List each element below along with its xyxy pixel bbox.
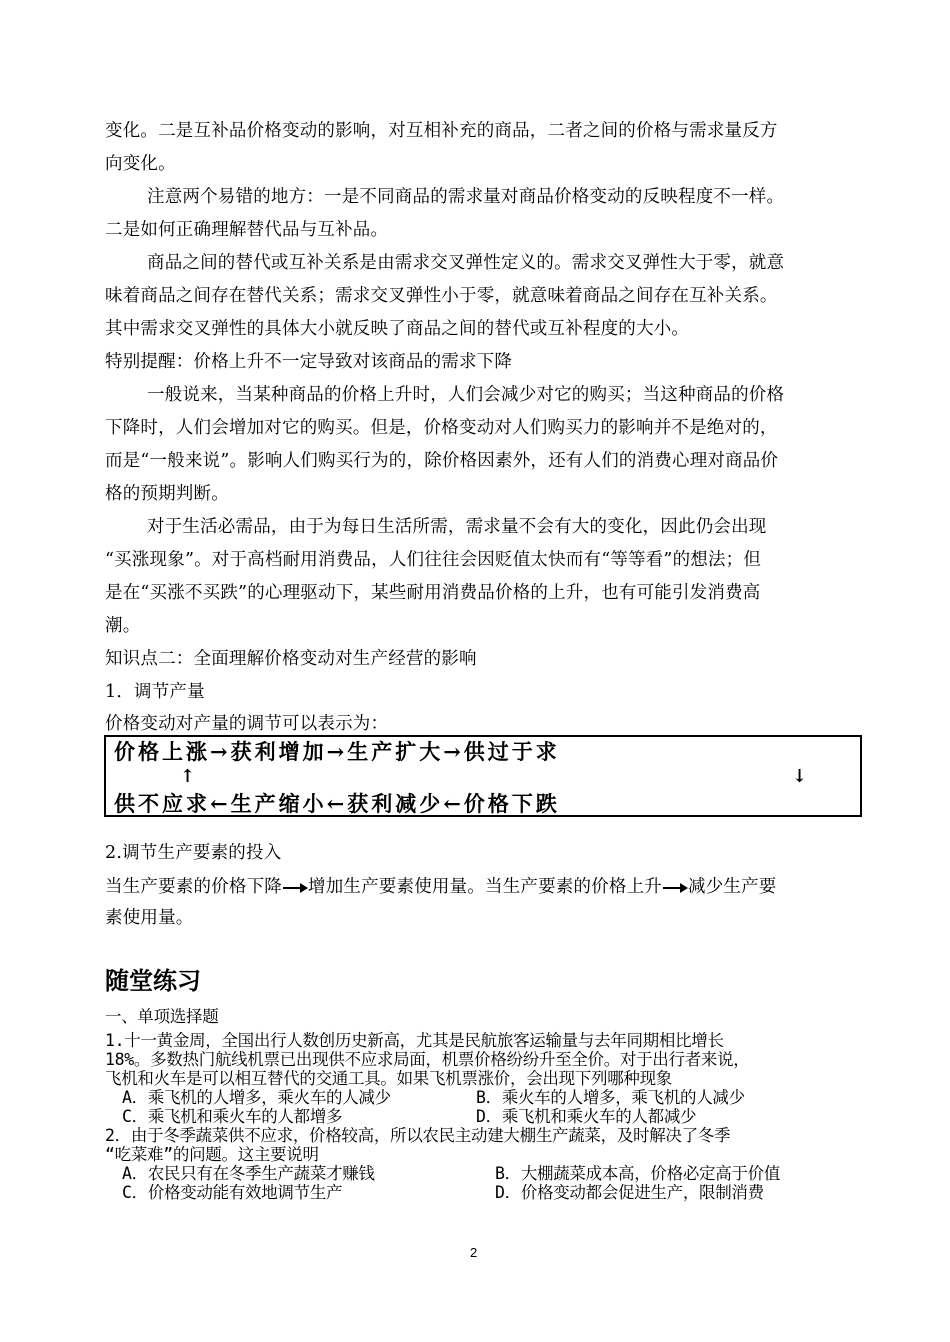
text-fragment: 当生产要素的价格下降 bbox=[105, 877, 282, 897]
text-line: 对于生活必需品，由于为每日生活所需，需求量不会有大的变化，因此仍会出现 bbox=[147, 517, 767, 537]
subsection-title: 1．调节产量 bbox=[105, 682, 205, 702]
text-fragment: 增加生产要素使用量。当生产要素的价格上升 bbox=[308, 877, 662, 897]
option-c: C．乘飞机和乘火车的人都增多 bbox=[122, 1107, 343, 1126]
text-line: 而是“一般来说”。影响人们购买行为的，除价格因素外，还有人们的消费心理对商品价 bbox=[105, 451, 779, 471]
text-line: 素使用量。 bbox=[105, 908, 194, 928]
text-line: 商品之间的替代或互补关系是由需求交叉弹性定义的。需求交叉弹性大于零，就意 bbox=[147, 253, 785, 273]
option-a: A．乘飞机的人增多，乘火车的人减少 bbox=[122, 1088, 391, 1107]
flow-top-row: 价格上涨→获利增加→生产扩大→供过于求 bbox=[114, 739, 560, 764]
question-line: 18%。多数热门航线机票已出现供不应求局面，机票价格纷纷升至全价。对于出行者来说， bbox=[105, 1050, 750, 1069]
text-line: 向变化。 bbox=[105, 154, 176, 174]
down-arrow-icon: ↓ bbox=[792, 766, 808, 787]
option-a: A．农民只有在冬季生产蔬菜才赚钱 bbox=[122, 1164, 375, 1183]
right-arrow-icon bbox=[662, 881, 688, 895]
question-line: “吃菜难”的问题。这主要说明 bbox=[105, 1145, 319, 1164]
text-line: 味着商品之间存在替代关系；需求交叉弹性小于零，就意味着商品之间存在互补关系。 bbox=[105, 286, 778, 306]
text-line: 变化。二是互补品价格变动的影响，对互相补充的商品，二者之间的价格与需求量反方 bbox=[105, 121, 778, 141]
option-b: B．大棚蔬菜成本高，价格必定高于价值 bbox=[495, 1164, 781, 1183]
text-line: 格的预期判断。 bbox=[105, 484, 229, 504]
text-line: 特别提醒：价格上升不一定导致对该商品的需求下降 bbox=[105, 352, 513, 372]
text-line: 是在“买涨不买跌”的心理驱动下，某些耐用消费品价格的上升，也有可能引发消费高 bbox=[105, 583, 761, 603]
exercise-heading: 随堂练习 bbox=[105, 967, 201, 995]
text-line: 其中需求交叉弹性的具体大小就反映了商品之间的替代或互补程度的大小。 bbox=[105, 319, 690, 339]
option-d: D．乘飞机和乘火车的人都减少 bbox=[476, 1107, 697, 1126]
option-c: C．价格变动能有效地调节生产 bbox=[122, 1183, 343, 1202]
text-line: 一般说来，当某种商品的价格上升时，人们会减少对它的购买；当这种商品的价格 bbox=[147, 385, 785, 405]
question-line: 1.十一黄金周，全国出行人数创历史新高，尤其是民航旅客运输量与去年同期相比增长 bbox=[105, 1031, 724, 1050]
up-arrow-icon: ↑ bbox=[180, 766, 196, 787]
text-line: 注意两个易错的地方：一是不同商品的需求量对商品价格变动的反映程度不一样。 bbox=[147, 187, 785, 207]
section-label: 一、单项选择题 bbox=[105, 1007, 219, 1026]
question-line: 2．由于冬季蔬菜供不应求，价格较高，所以农民主动建大棚生产蔬菜，及时解决了冬季 bbox=[105, 1126, 731, 1145]
text-line: 二是如何正确理解替代品与互补品。 bbox=[105, 220, 389, 240]
question-line: 飞机和火车是可以相互替代的交通工具。如果飞机票涨价，会出现下列哪种现象 bbox=[105, 1069, 673, 1088]
text-line: 潮。 bbox=[105, 616, 141, 636]
right-arrow-icon bbox=[282, 881, 308, 895]
option-d: D．价格变动都会促进生产，限制消费 bbox=[495, 1183, 764, 1202]
page-number: 2 bbox=[470, 1245, 478, 1260]
section-title: 知识点二：全面理解价格变动对生产经营的影响 bbox=[105, 649, 477, 669]
text-line bbox=[105, 876, 865, 898]
option-b: B．乘火车的人增多，乘飞机的人减少 bbox=[476, 1088, 745, 1107]
text-line: 下降时，人们会增加对它的购买。但是，价格变动对人们购买力的影响并不是绝对的， bbox=[105, 418, 778, 438]
flow-diagram bbox=[104, 735, 862, 817]
subsection-title: 2.调节生产要素的投入 bbox=[105, 843, 282, 863]
text-line: “买涨现象”。对于高档耐用消费品，人们往往会因贬值太快而有“等等看”的想法；但 bbox=[105, 550, 762, 570]
text-line: 价格变动对产量的调节可以表示为： bbox=[105, 714, 389, 734]
flow-bottom-row: 供不应求←生产缩小←获利减少←价格下跌 bbox=[114, 791, 560, 816]
text-fragment: 减少生产要 bbox=[688, 877, 777, 897]
